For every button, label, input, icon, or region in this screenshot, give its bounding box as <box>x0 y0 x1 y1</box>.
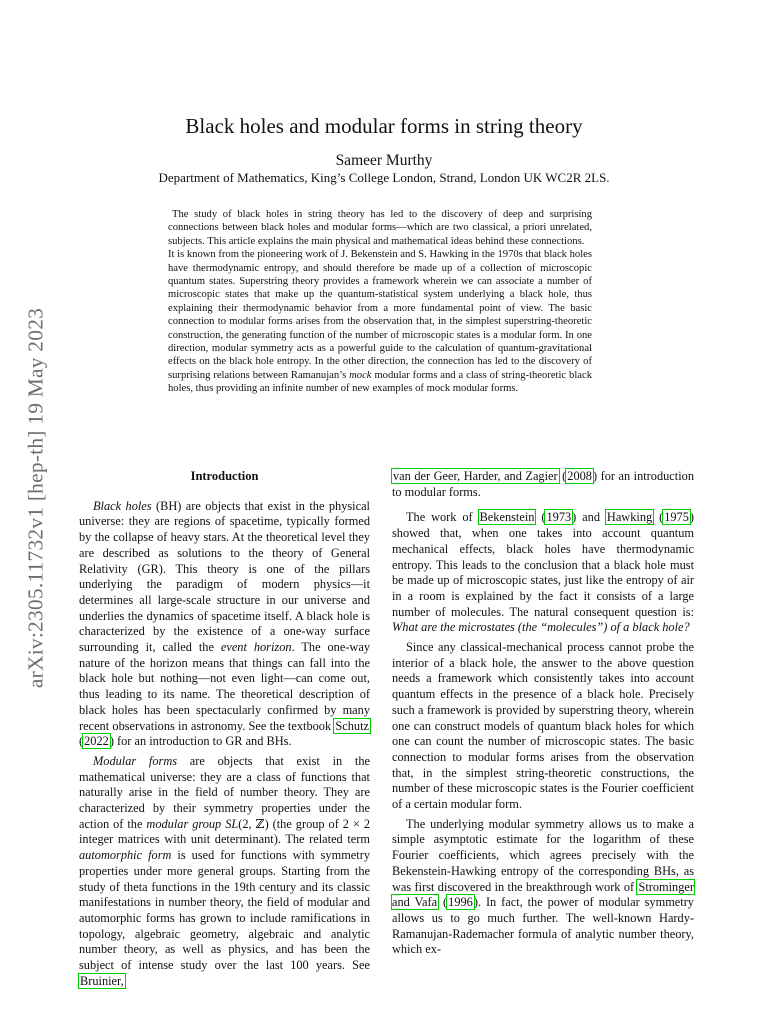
arxiv-identifier-text: arXiv:2305.11732v1 [hep-th] 19 May 2023 <box>23 307 48 689</box>
math-text: (2, ℤ) <box>238 816 269 831</box>
body-text: are objects that exist in the mathematical universe: they are a class of functions that naturally arise in the field of number theory. They are characterized by their symmetry properties under the action of the <box>79 753 370 831</box>
section-heading-introduction: Introduction <box>190 469 259 483</box>
citation-link[interactable]: 2008 <box>567 469 592 483</box>
body-text: ) showed that, when one takes into account quantum mechanical effects, black holes have thermodynamic entropy. This leads to the conclusion that a black hole must be made up of microscopic states, just like the entropy of air in a room is explained by the fact it consists of a large number of molecules. The natural consequent question is: <box>392 510 695 619</box>
abstract-emphasis: mock <box>349 369 372 381</box>
body-text: (the group of 2 × 2 integer matrices with unit determinant). The related term <box>79 816 371 847</box>
citation-link[interactable]: 1975 <box>664 510 689 525</box>
body-text: ( <box>535 510 546 525</box>
citation-link[interactable]: 1996 <box>448 895 473 910</box>
body-text: ) for an introduction to GR and BHs. <box>109 734 292 749</box>
author-name: Sameer Murthy <box>335 152 433 169</box>
body-paragraph <box>392 469 694 500</box>
abstract-paragraph-1: The study of black holes in string theory has led to the discovery of deep and surprising connections between black holes and modular forms—which are two classical, a priori unrelated, subjects. This article explains the main physical and mathematical ideas behind these connections. <box>168 209 592 247</box>
body-text: ( <box>79 734 84 749</box>
body-paragraph <box>392 510 694 636</box>
body-text: is used for functions with symmetry properties under more general groups. Starting from the study of theta functions in the 19th century and its classic manifestations in number theory, the field of modular and automorphic forms has grown to include ramifications in topology, algebraic geometry, algebraic and analytic number theory, as well as physics, and has been the subject of intense study over the last 100 years. See <box>79 848 370 973</box>
abstract-text: modular forms and a class of string-theoretic black holes, thus providing an infinite number of new examples of mock modular forms. <box>168 369 592 395</box>
author-affiliation: Department of Mathematics, King’s College London, Strand, London UK WC2R 2LS. <box>158 170 610 185</box>
citation-link[interactable]: 1973 <box>546 510 572 525</box>
citation-link[interactable]: Strominger and Vafa <box>392 879 694 910</box>
body-text: ) for an introduction to modular forms. <box>392 469 694 499</box>
emphasis: event horizon <box>220 640 292 655</box>
body-paragraph <box>392 817 694 958</box>
emphasis: Modular forms <box>93 753 178 768</box>
body-paragraph: Since any classical-mechanical process cannot probe the interior of a black hole, the answer to the above question needs a framework which consistently takes into account quantum effects in the presence of a black hole. Precisely such a framework is provided by superstring theory, wherein one can construct models of quantum black holes for which one can count the number of microscopic states. The basic connection to modular forms arises from the observation that, in the simplest string-theoretic constructions, the number of these microscopic states is the Fourier coefficient of a certain modular form. <box>392 640 694 812</box>
emphasis: Black holes <box>93 498 152 513</box>
left-column <box>79 469 370 990</box>
citation-link[interactable]: 2022 <box>84 734 109 749</box>
body-text: (BH) are objects that exist in the physical universe: they are regions of spacetime, typically formed by the collapse of heavy stars. At the theoretical level they are described as solutions to the theory of General Relativity (GR). This theory is one of the pillars underlying the paradigm of modern physics—it determines all large-scale structure in our universe and underlies the dynamics of spacetime itself. A black hole is characterized by the existence of a one-way surface surrounding it, called the <box>79 498 370 655</box>
body-text: The work of <box>406 510 479 525</box>
abstract-paragraph-2 <box>168 248 592 395</box>
citation-link[interactable]: Schutz <box>335 718 369 733</box>
abstract <box>168 208 592 396</box>
body-text: ( <box>558 469 567 483</box>
citation-link[interactable]: Bruinier, <box>80 973 124 988</box>
emphasis: automorphic form <box>79 848 172 863</box>
right-column <box>392 469 694 958</box>
body-paragraph <box>79 754 370 990</box>
paper-title: Black holes and modular forms in string theory <box>185 114 583 138</box>
abstract-text: It is known from the pioneering work of J. Bekenstein and S. Hawking in the 1970s that black holes have thermodynamic entropy, and should therefore be made up of a collection of microscopic quantum states. Superstring theory provides a framework wherein we can associate a number of microscopic states that make up the quantum-statistical system underlying a black hole, thus explaining their thermodynamic behavior from a more fundamental point of view. The basic connection to modular forms arises from the observation that, in the simplest superstring-theoretic construction, the generating function of the number of microscopic states is a modular form. In one direction, modular symmetry acts as a powerful guide to the calculation of quantum-gravitational effects on the black hole entropy. In the other direction, the connection has led to the discovery of surprising relations between Ramanujan’s <box>168 249 592 381</box>
body-text: . The one-way nature of the horizon means that things can fall into the black hole but nothing—not even light—can come out, thus leading to its name. The theoretical description of black holes has been spectacularly confirmed by many recent observations in astronomy. See the textbook <box>79 640 370 733</box>
emphasis: What are the microstates (the “molecules”) of a black hole? <box>392 620 690 635</box>
arxiv-identifier <box>22 268 50 728</box>
body-text: ( <box>438 895 448 910</box>
body-text: ). In fact, the power of modular symmetry allows us to go much further. The well-known Hardy-Ramanujan-Rademacher formula of analytic number theory, which ex- <box>392 895 694 957</box>
body-text: ( <box>653 510 664 525</box>
emphasis: modular group SL <box>146 816 239 831</box>
body-paragraph <box>79 499 370 750</box>
body-text: ) and <box>572 510 606 525</box>
citation-link[interactable]: van der Geer, Harder, and Zagier <box>393 469 558 483</box>
citation-link[interactable]: Hawking <box>606 510 653 525</box>
body-text: The underlying modular symmetry allows us to make a simple asymptotic estimate for the logarithm of these Fourier coefficients, which agrees precisely with the Bekenstein-Hawking entropy of the corresponding BHs, as was first discovered in the breakthrough work of <box>392 816 694 894</box>
citation-link[interactable]: Bekenstein <box>479 510 535 525</box>
